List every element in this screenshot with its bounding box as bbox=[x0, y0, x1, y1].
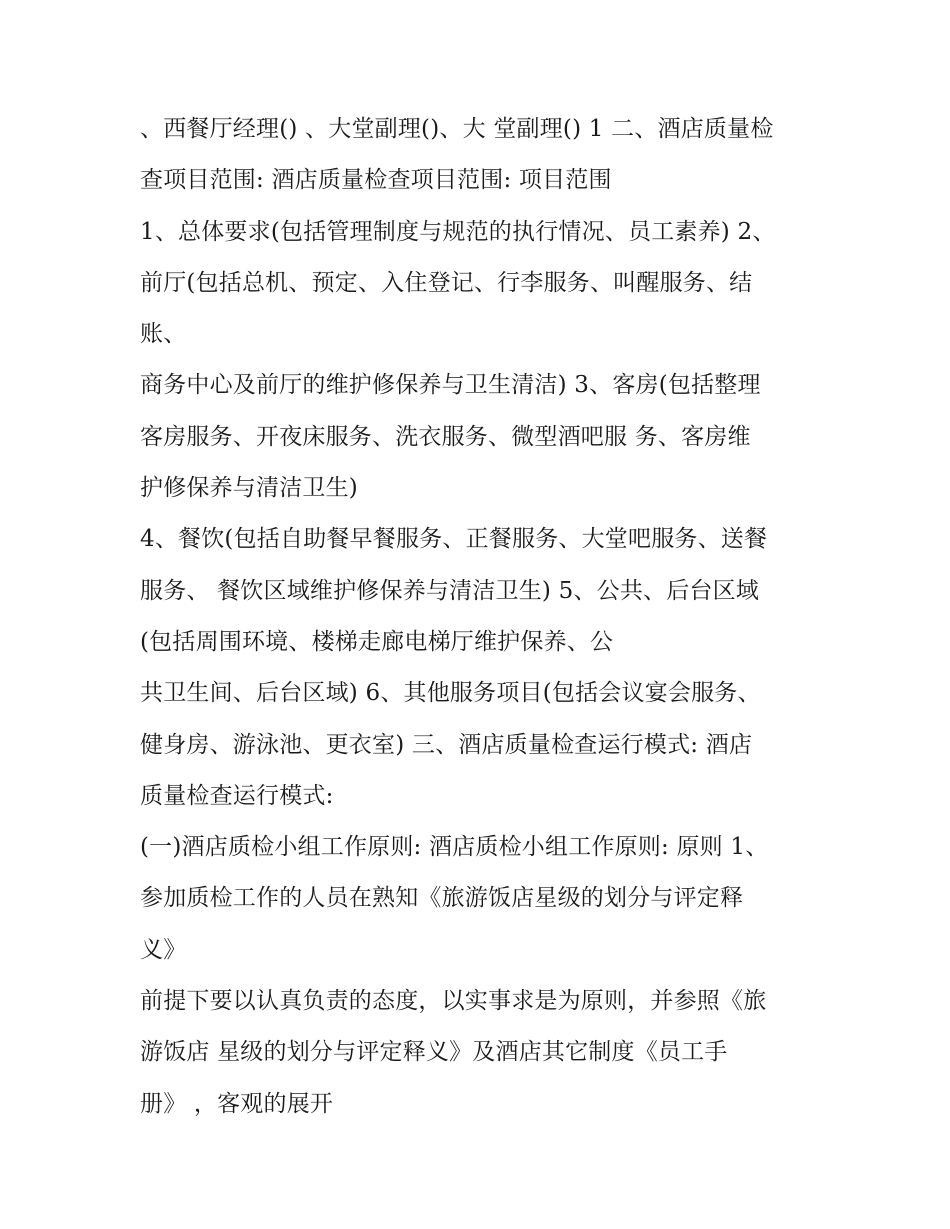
text-line: 1、总体要求(包括管理制度与规范的执行情况、员工素养) 2、 bbox=[140, 218, 776, 245]
text-line: 义》 bbox=[140, 936, 187, 963]
text-line: 共卫生间、后台区域) 6、其他服务项目(包括会议宴会服务、 bbox=[140, 680, 761, 707]
text-line: 、西餐厅经理() 、大堂副理()、大 堂副理() 1 二、酒店质量检 bbox=[140, 116, 774, 142]
text-line: 健身房、游泳池、更衣室) 三、酒店质量检查运行模式: 酒店 bbox=[140, 731, 753, 758]
text-line: 护修保养与清洁卫生) bbox=[140, 475, 358, 502]
text-line: 账、 bbox=[140, 321, 187, 348]
text-line: 参加质检工作的人员在熟知《旅游饭店星级的划分与评定释 bbox=[140, 885, 744, 912]
text-line: 册》 ，客观的展开 bbox=[140, 1090, 334, 1117]
text-line: 4、餐饮(包括自助餐早餐服务、正餐服务、大堂吧服务、送餐 bbox=[140, 526, 768, 553]
document-body bbox=[140, 104, 820, 1130]
text-line: 前提下要以认真负责的态度，以实事求是为原则，并参照《旅 bbox=[140, 988, 767, 1015]
text-line: 查项目范围: 酒店质量检查项目范围: 项目范围 bbox=[140, 167, 612, 194]
text-line: 游饭店 星级的划分与评定释义》及酒店其它制度《员工手 bbox=[140, 1039, 728, 1066]
text-line: 客房服务、开夜床服务、洗衣服务、微型酒吧服 务、客房维 bbox=[140, 423, 751, 450]
text-line: (一)酒店质检小组工作原则: 酒店质检小组工作原则: 原则 1、 bbox=[140, 834, 769, 861]
text-line: 质量检查运行模式: bbox=[140, 782, 334, 809]
text-line: 前厅(包括总机、预定、入住登记、行李服务、叫醒服务、结 bbox=[140, 269, 753, 296]
text-line: (包括周围环境、楼梯走廊电梯厅维护保养、公 bbox=[140, 628, 614, 655]
text-line: 商务中心及前厅的维护修保养与卫生清洁) 3、客房(包括整理 bbox=[140, 372, 761, 399]
text-line: 服务、 餐饮区域维护修保养与清洁卫生) 5、公共、后台区域 bbox=[140, 577, 760, 604]
